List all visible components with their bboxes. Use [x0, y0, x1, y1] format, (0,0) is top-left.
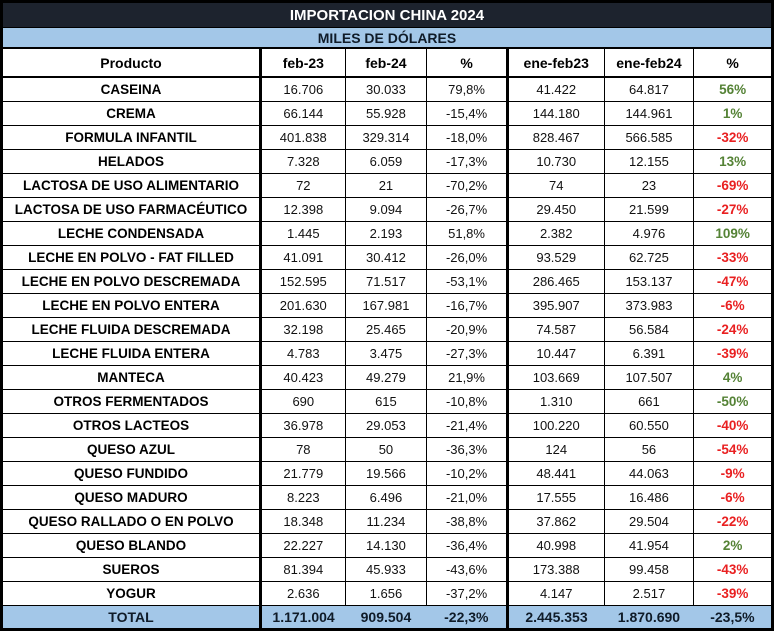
total-pct-feb: -22,3%	[427, 606, 508, 630]
table-row	[2, 486, 773, 510]
value-enefeb24: 12.155	[604, 150, 694, 174]
value-feb24: 1.656	[345, 582, 427, 606]
value-feb24: 49.279	[345, 366, 427, 390]
table-row	[2, 294, 773, 318]
value-enefeb23: 74	[507, 174, 604, 198]
value-enefeb23: 100.220	[507, 414, 604, 438]
value-feb24: 25.465	[345, 318, 427, 342]
value-enefeb23: 103.669	[507, 366, 604, 390]
value-enefeb23: 4.147	[507, 582, 604, 606]
product-name: FORMULA INFANTIL	[2, 126, 261, 150]
value-feb24: 329.314	[345, 126, 427, 150]
total-pct-ytd: -23,5%	[694, 606, 773, 630]
value-enefeb24: 56	[604, 438, 694, 462]
pct-feb: -18,0%	[427, 126, 508, 150]
pct-feb: -70,2%	[427, 174, 508, 198]
product-name: QUESO BLANDO	[2, 534, 261, 558]
value-feb23: 22.227	[260, 534, 345, 558]
table-row	[2, 150, 773, 174]
pct-ytd: -32%	[694, 126, 773, 150]
total-enefeb23: 2.445.353	[507, 606, 604, 630]
value-enefeb24: 60.550	[604, 414, 694, 438]
col-header-enefeb24: ene-feb24	[604, 48, 694, 77]
product-name: QUESO AZUL	[2, 438, 261, 462]
value-enefeb23: 10.447	[507, 342, 604, 366]
value-feb24: 2.193	[345, 222, 427, 246]
value-feb23: 16.706	[260, 77, 345, 102]
pct-ytd: -39%	[694, 582, 773, 606]
value-enefeb24: 107.507	[604, 366, 694, 390]
value-feb23: 66.144	[260, 102, 345, 126]
pct-feb: -16,7%	[427, 294, 508, 318]
value-feb23: 152.595	[260, 270, 345, 294]
pct-feb: -21,4%	[427, 414, 508, 438]
value-feb24: 14.130	[345, 534, 427, 558]
product-name: QUESO FUNDIDO	[2, 462, 261, 486]
table-row	[2, 534, 773, 558]
value-enefeb23: 29.450	[507, 198, 604, 222]
product-name: CASEINA	[2, 77, 261, 102]
value-feb24: 30.412	[345, 246, 427, 270]
value-feb23: 1.445	[260, 222, 345, 246]
product-name: QUESO RALLADO O EN POLVO	[2, 510, 261, 534]
value-feb24: 55.928	[345, 102, 427, 126]
table-row	[2, 558, 773, 582]
value-enefeb24: 62.725	[604, 246, 694, 270]
value-feb24: 19.566	[345, 462, 427, 486]
value-feb24: 50	[345, 438, 427, 462]
value-feb24: 3.475	[345, 342, 427, 366]
pct-feb: -53,1%	[427, 270, 508, 294]
value-enefeb24: 144.961	[604, 102, 694, 126]
pct-ytd: -43%	[694, 558, 773, 582]
pct-ytd: -27%	[694, 198, 773, 222]
table-row	[2, 390, 773, 414]
table-row	[2, 342, 773, 366]
value-feb24: 6.059	[345, 150, 427, 174]
value-enefeb24: 41.954	[604, 534, 694, 558]
value-feb24: 6.496	[345, 486, 427, 510]
table-row	[2, 462, 773, 486]
value-enefeb24: 153.137	[604, 270, 694, 294]
value-enefeb24: 56.584	[604, 318, 694, 342]
pct-feb: -37,2%	[427, 582, 508, 606]
product-name: YOGUR	[2, 582, 261, 606]
value-enefeb24: 661	[604, 390, 694, 414]
table-row	[2, 414, 773, 438]
value-feb23: 40.423	[260, 366, 345, 390]
product-name: LACTOSA DE USO FARMACÉUTICO	[2, 198, 261, 222]
value-enefeb24: 566.585	[604, 126, 694, 150]
table-row	[2, 582, 773, 606]
value-feb23: 78	[260, 438, 345, 462]
table-row	[2, 366, 773, 390]
pct-ytd: 2%	[694, 534, 773, 558]
value-feb24: 167.981	[345, 294, 427, 318]
product-name: LECHE EN POLVO - FAT FILLED	[2, 246, 261, 270]
value-enefeb23: 41.422	[507, 77, 604, 102]
total-feb24: 909.504	[345, 606, 427, 630]
product-name: LECHE EN POLVO DESCREMADA	[2, 270, 261, 294]
pct-feb: 79,8%	[427, 77, 508, 102]
pct-feb: -17,3%	[427, 150, 508, 174]
product-name: LECHE FLUIDA DESCREMADA	[2, 318, 261, 342]
pct-ytd: -6%	[694, 486, 773, 510]
table-row	[2, 246, 773, 270]
value-enefeb23: 1.310	[507, 390, 604, 414]
pct-feb: -27,3%	[427, 342, 508, 366]
value-enefeb24: 6.391	[604, 342, 694, 366]
product-name: LECHE CONDENSADA	[2, 222, 261, 246]
pct-feb: -43,6%	[427, 558, 508, 582]
value-feb23: 2.636	[260, 582, 345, 606]
col-header-feb23: feb-23	[260, 48, 345, 77]
table-row	[2, 102, 773, 126]
pct-ytd: -50%	[694, 390, 773, 414]
value-feb23: 72	[260, 174, 345, 198]
value-enefeb23: 286.465	[507, 270, 604, 294]
value-feb23: 201.630	[260, 294, 345, 318]
value-feb23: 21.779	[260, 462, 345, 486]
value-enefeb24: 44.063	[604, 462, 694, 486]
table-title: IMPORTACION CHINA 2024	[2, 2, 773, 28]
total-enefeb24: 1.870.690	[604, 606, 694, 630]
value-enefeb23: 124	[507, 438, 604, 462]
pct-ytd: -47%	[694, 270, 773, 294]
value-feb23: 41.091	[260, 246, 345, 270]
value-enefeb23: 395.907	[507, 294, 604, 318]
table-row	[2, 198, 773, 222]
product-name: OTROS LACTEOS	[2, 414, 261, 438]
value-feb24: 615	[345, 390, 427, 414]
value-enefeb23: 48.441	[507, 462, 604, 486]
total-label: TOTAL	[2, 606, 261, 630]
value-enefeb23: 37.862	[507, 510, 604, 534]
pct-ytd: -22%	[694, 510, 773, 534]
value-enefeb24: 2.517	[604, 582, 694, 606]
pct-feb: -26,7%	[427, 198, 508, 222]
pct-ytd: -39%	[694, 342, 773, 366]
pct-ytd: 56%	[694, 77, 773, 102]
value-feb23: 8.223	[260, 486, 345, 510]
value-feb24: 29.053	[345, 414, 427, 438]
pct-ytd: -40%	[694, 414, 773, 438]
pct-ytd: -9%	[694, 462, 773, 486]
table-subtitle: MILES DE DÓLARES	[2, 28, 773, 49]
value-enefeb23: 173.388	[507, 558, 604, 582]
value-feb24: 45.933	[345, 558, 427, 582]
product-name: MANTECA	[2, 366, 261, 390]
table-row	[2, 318, 773, 342]
value-enefeb23: 828.467	[507, 126, 604, 150]
pct-feb: -10,8%	[427, 390, 508, 414]
pct-ytd: -33%	[694, 246, 773, 270]
table-row	[2, 270, 773, 294]
pct-feb: -26,0%	[427, 246, 508, 270]
value-feb23: 7.328	[260, 150, 345, 174]
value-enefeb23: 74.587	[507, 318, 604, 342]
product-name: OTROS FERMENTADOS	[2, 390, 261, 414]
value-feb23: 36.978	[260, 414, 345, 438]
header-row	[2, 48, 773, 77]
value-feb24: 9.094	[345, 198, 427, 222]
subtitle-row	[2, 28, 773, 49]
value-enefeb23: 144.180	[507, 102, 604, 126]
value-feb23: 81.394	[260, 558, 345, 582]
value-feb24: 30.033	[345, 77, 427, 102]
pct-ytd: 13%	[694, 150, 773, 174]
col-header-pct-ytd: %	[694, 48, 773, 77]
title-row	[2, 2, 773, 28]
pct-feb: -36,4%	[427, 534, 508, 558]
value-enefeb23: 2.382	[507, 222, 604, 246]
value-enefeb24: 29.504	[604, 510, 694, 534]
table-row	[2, 438, 773, 462]
pct-feb: 21,9%	[427, 366, 508, 390]
value-feb24: 21	[345, 174, 427, 198]
pct-feb: -38,8%	[427, 510, 508, 534]
product-name: LECHE FLUIDA ENTERA	[2, 342, 261, 366]
value-enefeb24: 64.817	[604, 77, 694, 102]
product-name: SUEROS	[2, 558, 261, 582]
pct-feb: -20,9%	[427, 318, 508, 342]
value-enefeb23: 17.555	[507, 486, 604, 510]
value-feb23: 32.198	[260, 318, 345, 342]
value-feb23: 12.398	[260, 198, 345, 222]
value-feb23: 401.838	[260, 126, 345, 150]
table-row	[2, 510, 773, 534]
value-enefeb23: 10.730	[507, 150, 604, 174]
value-enefeb23: 40.998	[507, 534, 604, 558]
table-row	[2, 222, 773, 246]
value-feb24: 71.517	[345, 270, 427, 294]
pct-feb: -15,4%	[427, 102, 508, 126]
product-name: LECHE EN POLVO ENTERA	[2, 294, 261, 318]
value-enefeb24: 99.458	[604, 558, 694, 582]
pct-ytd: 1%	[694, 102, 773, 126]
value-enefeb24: 21.599	[604, 198, 694, 222]
pct-feb: -21,0%	[427, 486, 508, 510]
value-enefeb23: 93.529	[507, 246, 604, 270]
value-enefeb24: 373.983	[604, 294, 694, 318]
pct-feb: 51,8%	[427, 222, 508, 246]
value-feb23: 690	[260, 390, 345, 414]
pct-feb: -36,3%	[427, 438, 508, 462]
value-enefeb24: 4.976	[604, 222, 694, 246]
col-header-pct-feb: %	[427, 48, 508, 77]
total-row	[2, 606, 773, 630]
pct-ytd: -24%	[694, 318, 773, 342]
pct-ytd: 4%	[694, 366, 773, 390]
pct-ytd: -54%	[694, 438, 773, 462]
product-name: HELADOS	[2, 150, 261, 174]
value-enefeb24: 23	[604, 174, 694, 198]
pct-feb: -10,2%	[427, 462, 508, 486]
pct-ytd: 109%	[694, 222, 773, 246]
value-enefeb24: 16.486	[604, 486, 694, 510]
col-header-producto: Producto	[2, 48, 261, 77]
product-name: QUESO MADURO	[2, 486, 261, 510]
value-feb23: 18.348	[260, 510, 345, 534]
col-header-enefeb23: ene-feb23	[507, 48, 604, 77]
col-header-feb24: feb-24	[345, 48, 427, 77]
product-name: CREMA	[2, 102, 261, 126]
pct-ytd: -69%	[694, 174, 773, 198]
value-feb23: 4.783	[260, 342, 345, 366]
total-feb23: 1.171.004	[260, 606, 345, 630]
value-feb24: 11.234	[345, 510, 427, 534]
product-name: LACTOSA DE USO ALIMENTARIO	[2, 174, 261, 198]
table-row	[2, 126, 773, 150]
table-row	[2, 77, 773, 102]
pct-ytd: -6%	[694, 294, 773, 318]
table-row	[2, 174, 773, 198]
